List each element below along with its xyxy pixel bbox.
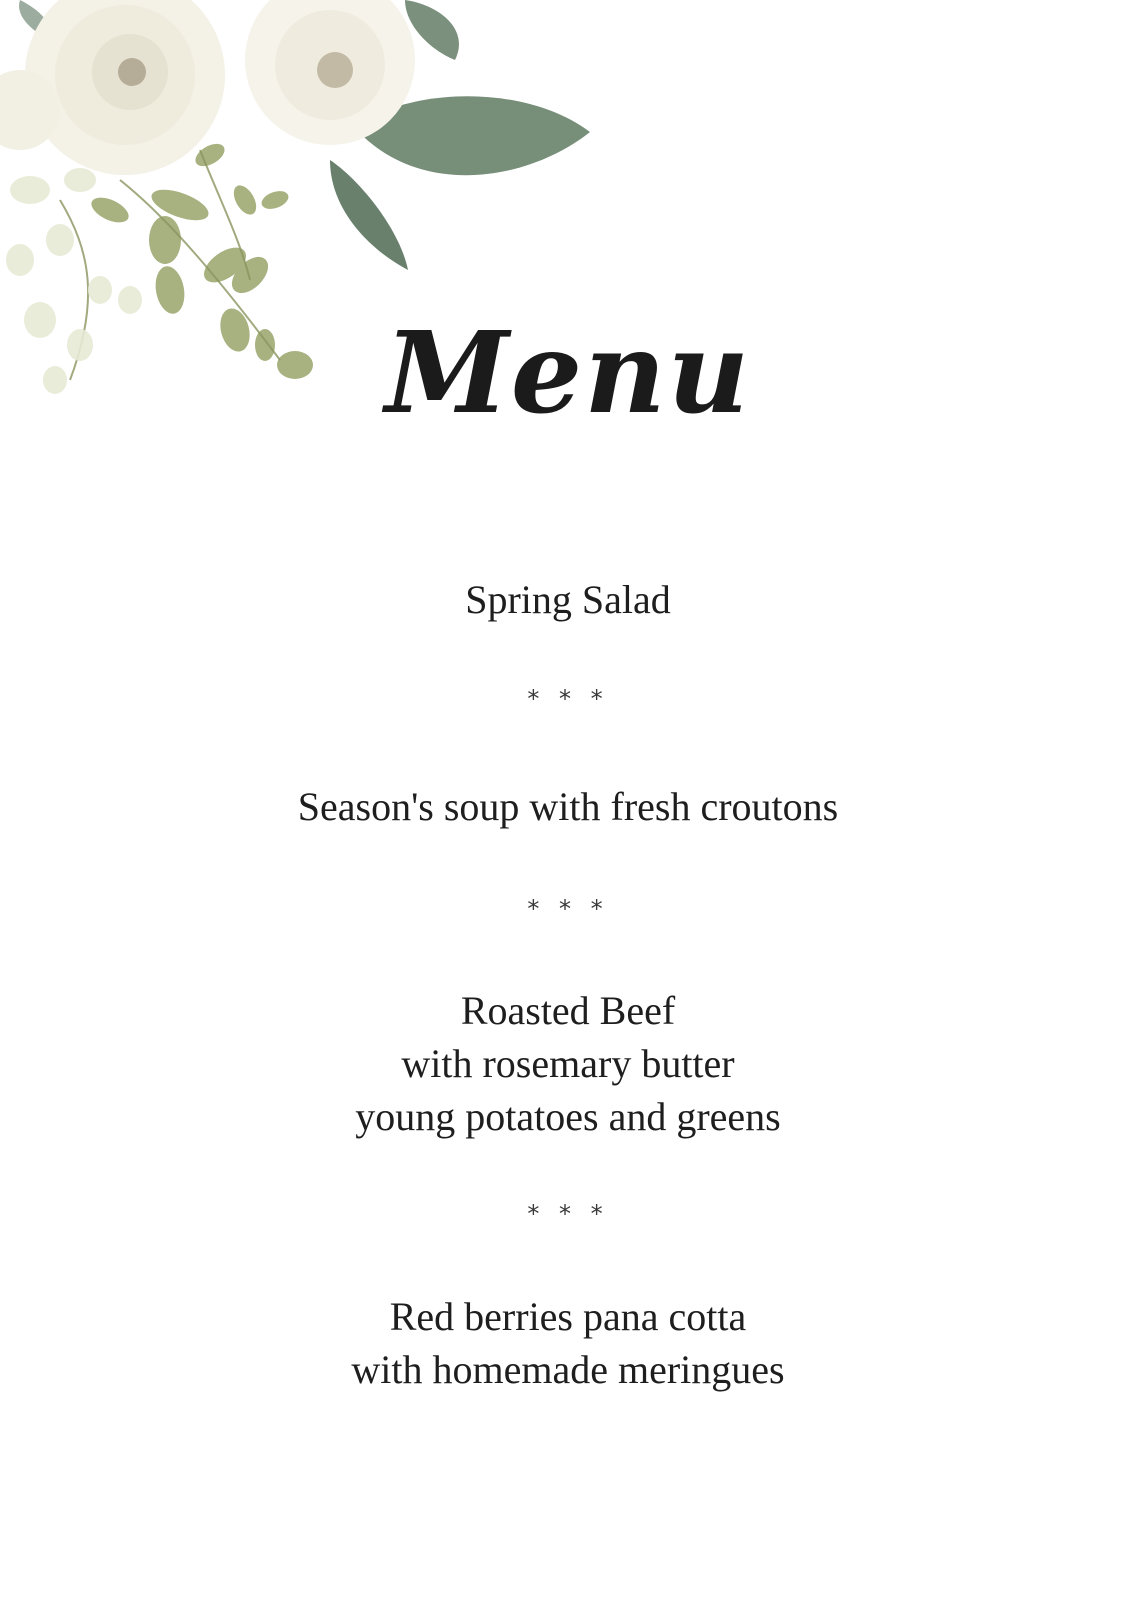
course-dessert [0,1290,1136,1396]
course-soup [0,780,1136,833]
course-divider: * * * [527,685,609,713]
course-line: Season's soup with fresh croutons [297,784,839,829]
course-starter [0,573,1136,626]
course-line: Red berries pana cotta [389,1294,747,1339]
course-line: with homemade meringues [351,1347,785,1392]
course-divider: * * * [527,895,609,923]
course-main [0,984,1136,1143]
course-line: Spring Salad [465,577,671,622]
course-line: young potatoes and greens [355,1094,781,1139]
course-line: with rosemary butter [401,1041,735,1086]
course-line: Roasted Beef [460,988,676,1033]
course-divider: * * * [527,1200,609,1228]
menu-title: Menu [384,308,752,439]
